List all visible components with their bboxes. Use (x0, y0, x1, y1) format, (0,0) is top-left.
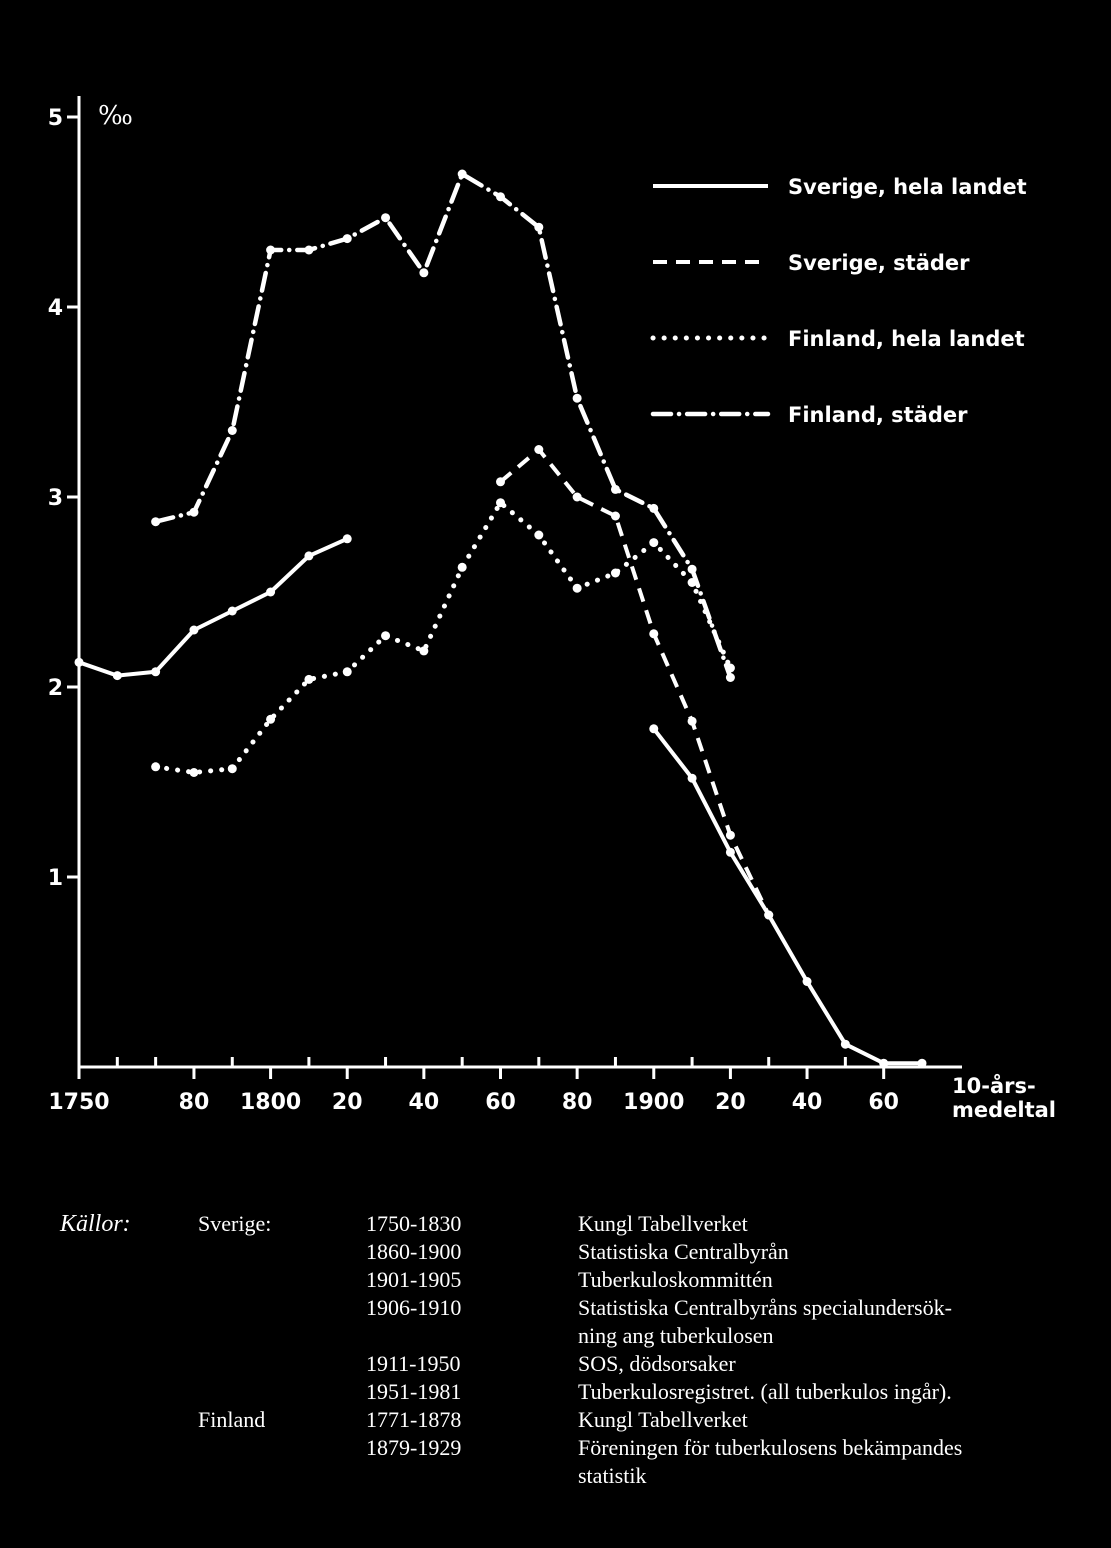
source-period: 1911-1950 (366, 1351, 461, 1376)
data-point-finland-städer-0-2 (228, 426, 237, 435)
data-point-finland-hela-landet-0-11 (573, 584, 582, 593)
sources-row (0, 1434, 1111, 1488)
data-point-finland-städer-0-3 (266, 246, 275, 255)
x-tick-label-7: 1900 (623, 1090, 685, 1115)
data-point-finland-städer-0-9 (496, 192, 505, 201)
data-point-sverige-städer-0-4 (649, 629, 658, 638)
data-point-sverige-hela-landet-0-2 (151, 667, 160, 676)
series-line-finland-hela-landet-0 (156, 503, 731, 773)
data-point-finland-städer-0-10 (534, 223, 543, 232)
data-point-sverige-hela-landet-1-5 (841, 1040, 850, 1049)
source-period: 1901-1905 (366, 1267, 462, 1292)
legend-label-sverige-städer: Sverige, städer (788, 251, 970, 275)
data-point-finland-hela-landet-0-6 (381, 631, 390, 640)
data-point-finland-hela-landet-0-2 (228, 764, 237, 773)
source-period: 1750-1830 (366, 1211, 462, 1236)
source-description: Statistiska Centralbyrån (578, 1239, 789, 1264)
data-point-sverige-städer-0-6 (726, 831, 735, 840)
data-point-finland-städer-0-4 (304, 246, 313, 255)
data-point-sverige-hela-landet-1-1 (688, 774, 697, 783)
data-point-finland-hela-landet-0-8 (458, 563, 467, 572)
legend (653, 175, 1027, 427)
series-finland-hela-landet (151, 498, 735, 777)
data-point-finland-städer-0-5 (343, 234, 352, 243)
data-point-finland-hela-landet-0-7 (419, 646, 428, 655)
data-point-finland-hela-landet-0-5 (343, 667, 352, 676)
data-point-finland-hela-landet-0-9 (496, 498, 505, 507)
data-point-sverige-hela-landet-1-4 (803, 977, 812, 986)
sources-row (0, 1350, 1111, 1378)
data-point-finland-hela-landet-0-0 (151, 762, 160, 771)
data-point-sverige-hela-landet-1-0 (649, 724, 658, 733)
sources-heading: Källor: (60, 1211, 131, 1237)
data-point-sverige-städer-0-3 (611, 512, 620, 521)
legend-label-finland-städer: Finland, städer (788, 403, 968, 427)
sources-row (0, 1406, 1111, 1434)
data-point-finland-hela-landet-0-12 (611, 569, 620, 578)
data-point-finland-städer-0-6 (381, 213, 390, 222)
series-sverige-hela-landet (75, 534, 927, 1067)
y-tick-label-4: 5 (47, 106, 63, 131)
data-point-sverige-hela-landet-1-6 (879, 1059, 888, 1068)
data-point-sverige-städer-0-1 (534, 445, 543, 454)
y-tick-label-2: 3 (47, 486, 63, 511)
y-unit-label: ‰ (98, 101, 133, 131)
data-point-finland-städer-0-7 (419, 268, 428, 277)
source-description: Kungl Tabellverket (578, 1407, 748, 1432)
sources-row (0, 1294, 1111, 1348)
axes (48, 96, 1056, 1122)
source-period: 1906-1910 (366, 1295, 462, 1320)
data-point-sverige-hela-landet-0-0 (75, 658, 84, 667)
x-axis-title-line-0: 10-års- (952, 1074, 1036, 1098)
data-point-sverige-städer-0-2 (573, 493, 582, 502)
data-point-finland-städer-0-8 (458, 170, 467, 179)
data-point-finland-städer-0-11 (573, 394, 582, 403)
data-point-finland-städer-0-12 (611, 485, 620, 494)
x-tick-label-3: 20 (331, 1090, 363, 1115)
legend-label-sverige-hela-landet: Sverige, hela landet (788, 175, 1027, 199)
data-point-finland-hela-landet-0-1 (189, 768, 198, 777)
sources-row (0, 1210, 1111, 1238)
data-point-sverige-hela-landet-0-6 (304, 551, 313, 560)
x-tick-label-8: 20 (715, 1090, 746, 1115)
x-tick-label-1: 80 (178, 1090, 210, 1115)
y-tick-label-3: 4 (47, 296, 63, 321)
data-point-sverige-städer-0-7 (764, 911, 773, 920)
source-period: 1951-1981 (366, 1379, 462, 1404)
source-country: Sverige: (198, 1211, 272, 1236)
data-point-sverige-hela-landet-0-5 (266, 588, 275, 597)
source-description: Tuberkuloskommittén (578, 1267, 773, 1292)
source-description: SOS, dödsorsaker (578, 1351, 736, 1376)
data-point-sverige-städer-0-0 (496, 477, 505, 486)
source-period: 1879-1929 (366, 1435, 462, 1460)
source-country: Finland (198, 1407, 266, 1432)
sources-row (0, 1238, 1111, 1266)
sources-row (0, 1378, 1111, 1406)
data-point-sverige-hela-landet-0-7 (343, 534, 352, 543)
data-point-finland-städer-0-15 (726, 673, 735, 682)
data-point-sverige-hela-landet-0-3 (189, 626, 198, 635)
data-point-finland-städer-0-13 (649, 504, 658, 513)
data-point-finland-hela-landet-0-4 (304, 675, 313, 684)
source-description: Tuberkulosregistret. (all tuberkulos ingår). (578, 1379, 952, 1404)
source-description: Föreningen för tuberkulosens bekämpandes statistik (578, 1435, 963, 1488)
data-point-sverige-hela-landet-0-1 (113, 671, 122, 680)
x-tick-label-0: 1750 (48, 1090, 110, 1115)
x-tick-label-6: 80 (561, 1090, 593, 1115)
source-description: Kungl Tabellverket (578, 1211, 748, 1236)
x-tick-label-4: 40 (408, 1090, 440, 1115)
x-axis-title (952, 1073, 1056, 1122)
data-point-finland-hela-landet-0-10 (534, 531, 543, 540)
x-tick-label-10: 60 (868, 1090, 899, 1115)
source-period: 1771-1878 (366, 1407, 462, 1432)
data-point-finland-hela-landet-0-13 (649, 538, 658, 547)
data-point-finland-städer-0-1 (189, 508, 198, 517)
data-point-sverige-hela-landet-0-4 (228, 607, 237, 616)
data-point-finland-städer-0-14 (688, 565, 697, 574)
source-description: Statistiska Centralbyråns specialundersök- ning ang tuberkulosen (578, 1295, 952, 1348)
data-point-finland-hela-landet-0-3 (266, 715, 275, 724)
x-tick-label-9: 40 (791, 1090, 823, 1115)
x-axis-title-line-1: medeltal (952, 1098, 1057, 1122)
legend-label-finland-hela-landet: Finland, hela landet (788, 327, 1025, 351)
y-tick-label-1: 2 (47, 676, 63, 701)
y-tick-label-0: 1 (47, 866, 63, 891)
source-period: 1860-1900 (366, 1239, 462, 1264)
x-tick-label-5: 60 (485, 1090, 516, 1115)
data-point-sverige-hela-landet-1-7 (918, 1059, 927, 1068)
data-point-sverige-städer-0-5 (688, 717, 697, 726)
data-point-finland-städer-0-0 (151, 517, 160, 526)
sources-row (0, 1266, 1111, 1294)
x-tick-label-2: 1800 (239, 1090, 302, 1115)
series-layer (75, 170, 927, 1068)
series-line-finland-städer-0 (156, 174, 731, 678)
data-point-sverige-hela-landet-1-2 (726, 848, 735, 857)
